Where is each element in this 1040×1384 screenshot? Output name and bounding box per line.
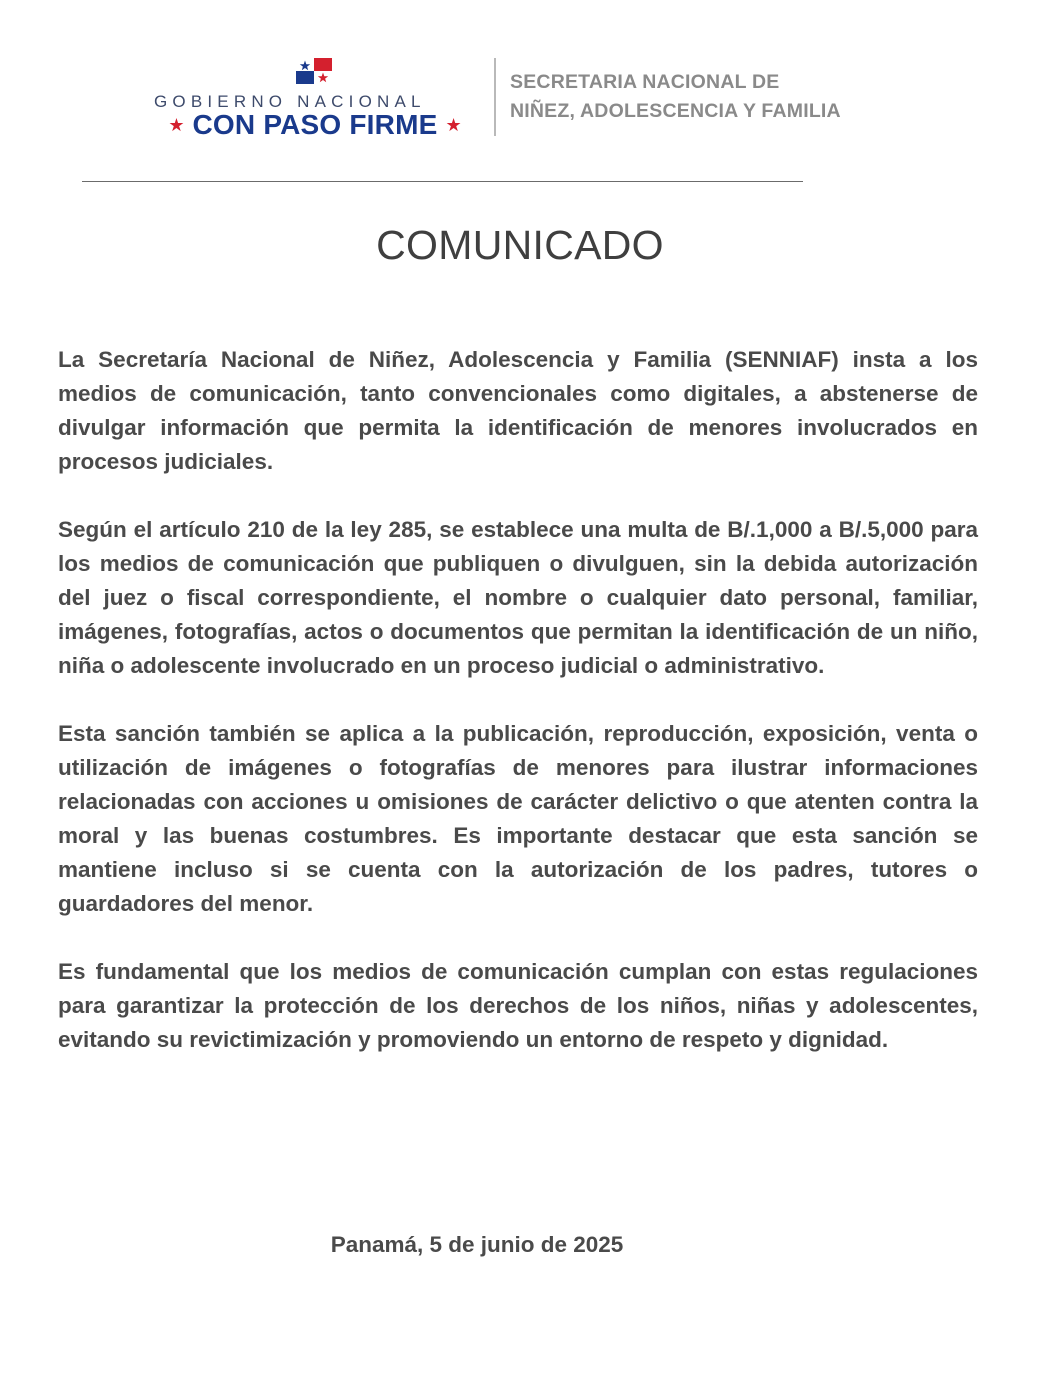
- paragraph: Según el artículo 210 de la ley 285, se establece una multa de B/.1,000 a B/.5,000 para los medios de comunicación que publiquen o divulguen, sin la debida autorización del juez o fiscal correspondiente, el nombre o cualquier dato personal, familiar, imágenes, fotografías, actos o documentos que permitan la identificación de un niño, niña o adolescente involucrado en un proceso judicial o administrativo.: [58, 517, 978, 678]
- agency-name-line1: SECRETARIA NACIONAL DE: [510, 71, 780, 93]
- gov-tagline: GOBIERNO NACIONAL: [154, 92, 426, 111]
- paragraph: La Secretaría Nacional de Niñez, Adolescencia y Familia (SENNIAF) insta a los medios de comunicación, tanto convencionales como digitales, a abstenerse de divulgar información que permita la identificación de menores involucrados en procesos judiciales.: [58, 347, 978, 474]
- government-logo: [150, 52, 480, 152]
- page-title: COMUNICADO: [376, 222, 664, 268]
- star-icon: ★: [445, 114, 462, 135]
- header-divider: [494, 58, 496, 136]
- star-icon: ★: [168, 114, 185, 135]
- header: [150, 52, 890, 152]
- dateline: Panamá, 5 de junio de 2025: [330, 1232, 624, 1257]
- gov-slogan: [150, 108, 480, 142]
- panama-flag-icon: [296, 58, 332, 84]
- agency-name-line2: NIÑEZ, ADOLESCENCIA Y FAMILIA: [510, 100, 841, 122]
- paragraph: Es fundamental que los medios de comunicación cumplan con estas regulaciones para garantizar la protección de los derechos de los niños, niñas y adolescentes, evitando su revictimización y promoviendo un entorno de respeto y dignidad.: [58, 959, 978, 1052]
- communique-body: [58, 343, 978, 1091]
- gov-slogan-text: CON PASO FIRME: [192, 109, 438, 140]
- header-rule: [82, 181, 803, 182]
- paragraph: Esta sanción también se aplica a la publicación, reproducción, exposición, venta o utilización de imágenes o fotografías de menores para ilustrar informaciones relacionadas con acciones u omisiones de carácter delictivo o que atenten contra la moral y las buenas costumbres. Es importante destacar que esta sanción se mantiene incluso si se cuenta con la autorización de los padres, tutores o guardadores del menor.: [58, 721, 978, 916]
- agency-name: [510, 68, 890, 126]
